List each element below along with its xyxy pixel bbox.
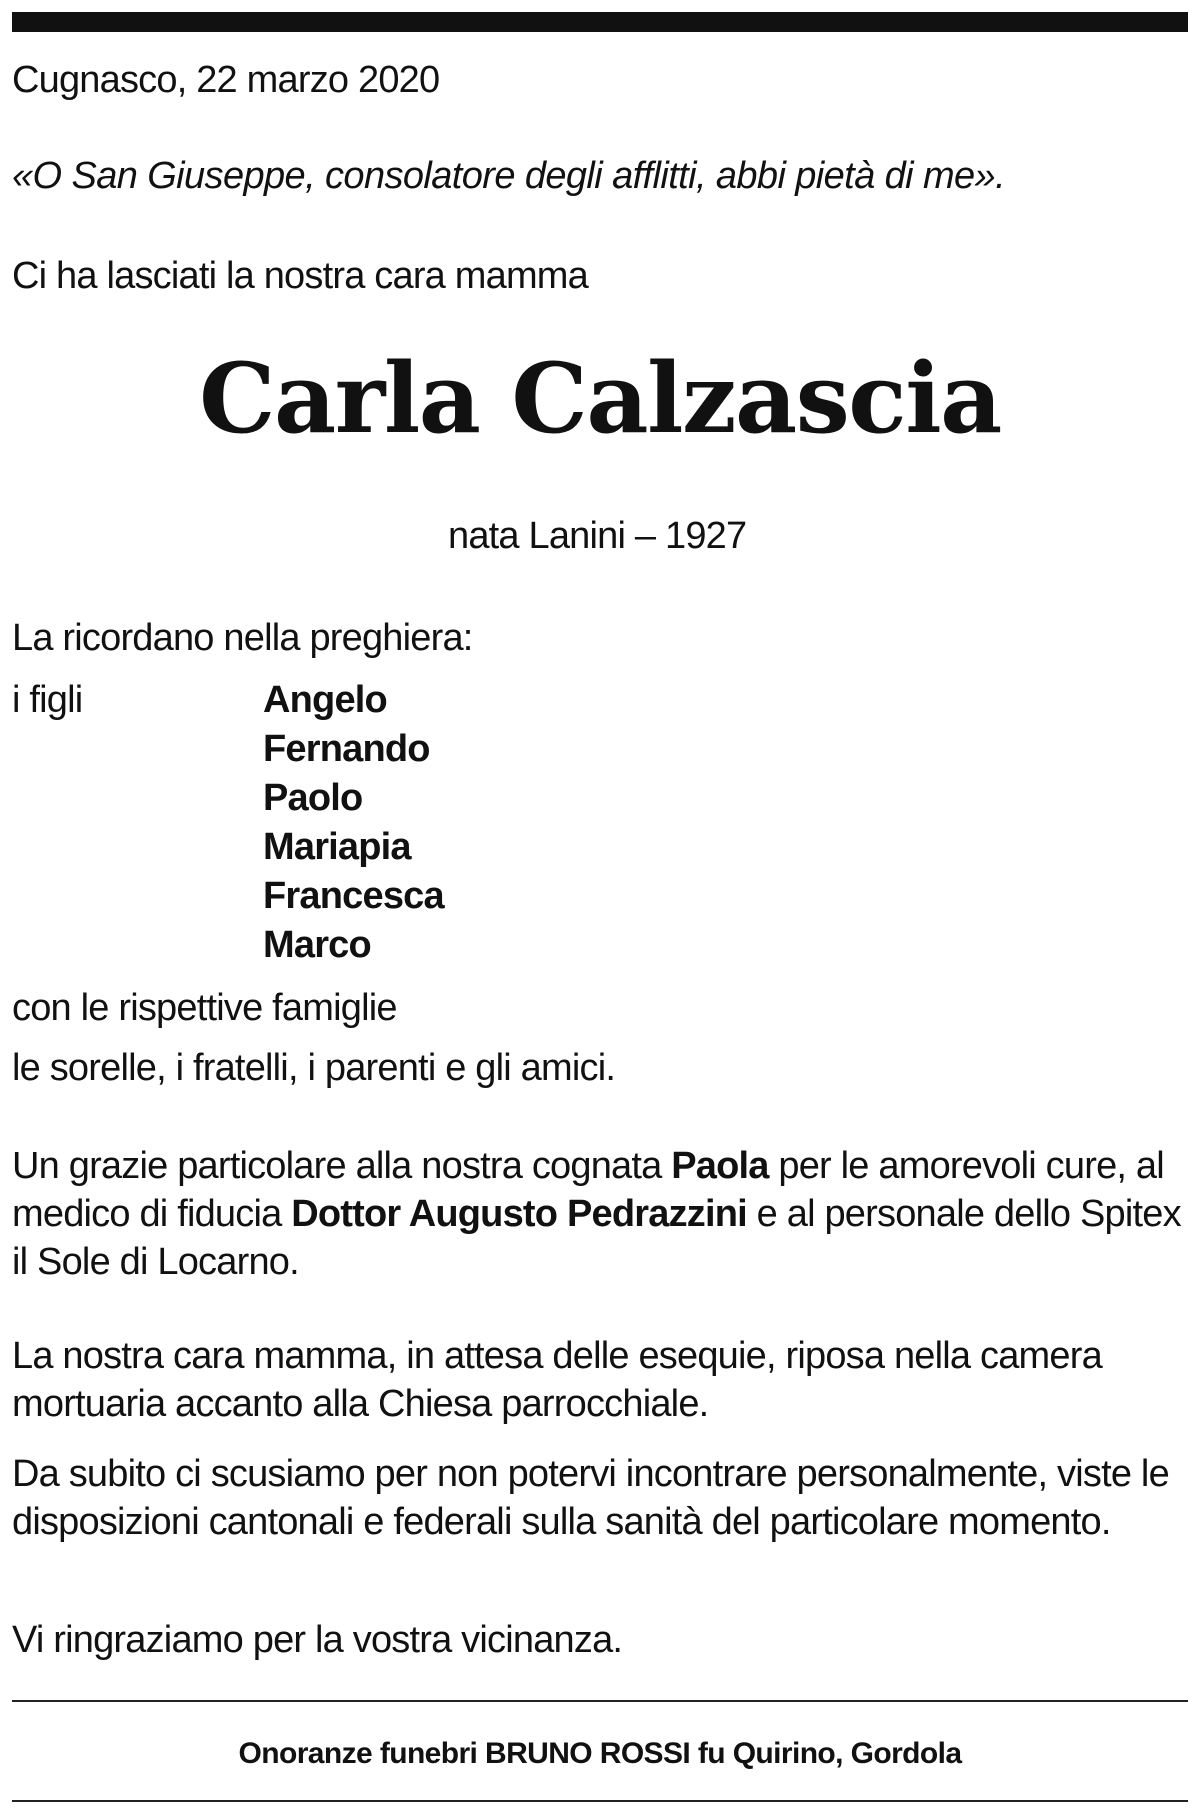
thanks-name-doctor: Dottor Augusto Pedrazzini (291, 1193, 747, 1235)
thanks-text: per le amorevoli cure, al medico di fiducia (12, 1145, 1164, 1235)
child-name: Francesca (263, 875, 444, 917)
birth-info: nata Lanini – 1927 (448, 515, 747, 557)
top-rule (12, 12, 1188, 32)
thanks-name-sister-in-law: Paola (671, 1145, 769, 1187)
place-date: Cugnasco, 22 marzo 2020 (12, 59, 440, 101)
children-list (263, 676, 444, 970)
funeral-home: Onoranze funebri BRUNO ROSSI fu Quirino, Gordola (238, 1737, 962, 1770)
rest-location-paragraph: La nostra cara mamma, in attesa delle esequie, riposa nella camera mortuaria accanto alla Chiesa parrocchiale. (12, 1335, 1102, 1425)
thanks-text: Un grazie particolare alla nostra cognata (12, 1145, 672, 1187)
child-name: Paolo (263, 777, 363, 819)
bottom-rule (12, 1800, 1188, 1802)
others-line: le sorelle, i fratelli, i parenti e gli amici. (12, 1047, 616, 1089)
families-line: con le rispettive famiglie (12, 987, 397, 1029)
child-name: Fernando (263, 728, 430, 770)
thanks-paragraph (12, 1142, 1188, 1286)
prayer-quote: «O San Giuseppe, consolatore degli afflitti, abbi pietà di me». (12, 155, 1006, 197)
deceased-name: Carla Calzascia (199, 342, 1001, 455)
apology-paragraph: Da subito ci scusiamo per non potervi incontrare personalmente, viste le disposizioni cantonali e federali sulla sanità del particolare momento. (12, 1453, 1169, 1543)
child-name: Angelo (263, 679, 387, 721)
intro-line: Ci ha lasciati la nostra cara mamma (12, 255, 588, 297)
mourners-intro: La ricordano nella preghiera: (12, 617, 473, 659)
children-label: i figli (12, 679, 83, 721)
thanks-text: e al personale dello Spitex il Sole di Locarno. (12, 1193, 1181, 1283)
child-name: Marco (263, 924, 371, 966)
gratitude-paragraph: Vi ringraziamo per la vostra vicinanza. (12, 1619, 623, 1661)
child-name: Mariapia (263, 826, 411, 868)
divider-rule (12, 1700, 1188, 1702)
